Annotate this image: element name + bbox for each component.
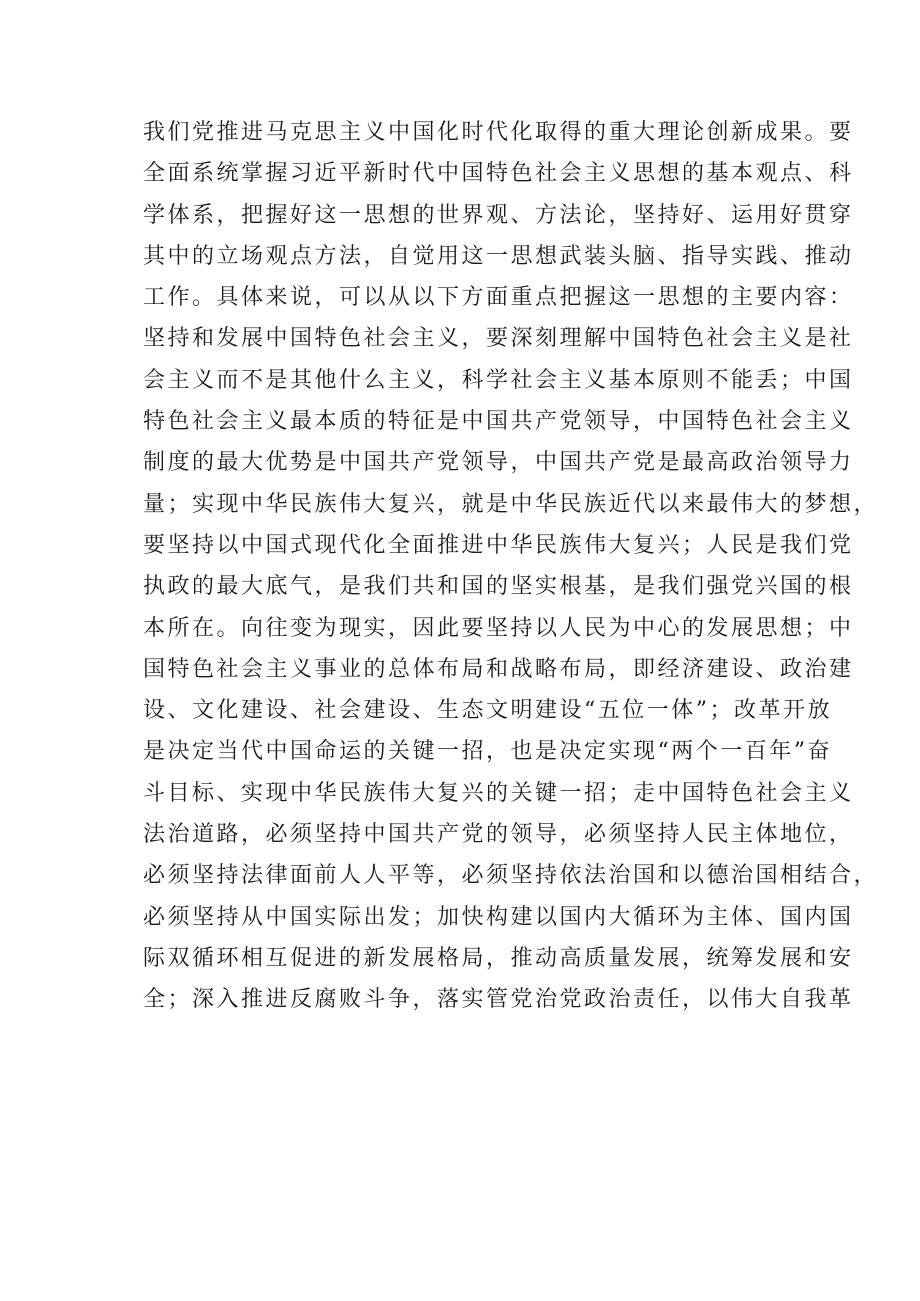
text-line: 全面系统掌握习近平新时代中国特色社会主义思想的基本观点、科 bbox=[143, 161, 854, 187]
text-line: 是决定当代中国命运的关键一招，也是决定实现“两个一百年”奋 bbox=[143, 739, 832, 765]
text-line: 坚持和发展中国特色社会主义，要深刻理解中国特色社会主义是社 bbox=[143, 326, 854, 352]
text-line: 特色社会主义最本质的特征是中国共产党领导，中国特色社会主义 bbox=[143, 409, 854, 435]
text-line: 其中的立场观点方法，自觉用这一思想武装头脑、指导实践、推动 bbox=[143, 243, 854, 269]
text-line: 量；实现中华民族伟大复兴，就是中华民族近代以来最伟大的梦想， bbox=[143, 491, 879, 517]
body-text bbox=[143, 112, 879, 1021]
text-line: 工作。具体来说，可以从以下方面重点把握这一思想的主要内容： bbox=[143, 285, 854, 311]
text-line: 法治道路，必须坚持中国共产党的领导，必须坚持人民主体地位， bbox=[143, 822, 854, 848]
text-line: 执政的最大底气，是我们共和国的坚实根基，是我们强党兴国的根 bbox=[143, 574, 854, 600]
text-line: 斗目标、实现中华民族伟大复兴的关键一招；走中国特色社会主义 bbox=[143, 780, 854, 806]
text-line: 会主义而不是其他什么主义，科学社会主义基本原则不能丢；中国 bbox=[143, 367, 854, 393]
text-line: 必须坚持法律面前人人平等，必须坚持依法治国和以德治国相结合， bbox=[143, 863, 879, 889]
text-line: 全；深入推进反腐败斗争，落实管党治党政治责任，以伟大自我革 bbox=[143, 987, 854, 1013]
text-line: 本所在。向往变为现实，因此要坚持以人民为中心的发展思想；中 bbox=[143, 615, 854, 641]
text-line: 必须坚持从中国实际出发；加快构建以国内大循环为主体、国内国 bbox=[143, 904, 854, 930]
text-line: 学体系，把握好这一思想的世界观、方法论，坚持好、运用好贯穿 bbox=[143, 202, 854, 228]
text-line: 我们党推进马克思主义中国化时代化取得的重大理论创新成果。要 bbox=[143, 120, 854, 145]
text-line: 设、文化建设、社会建设、生态文明建设“五位一体”；改革开放 bbox=[143, 698, 832, 724]
text-line: 要坚持以中国式现代化全面推进中华民族伟大复兴；人民是我们党 bbox=[143, 532, 854, 558]
text-line: 国特色社会主义事业的总体布局和战略布局，即经济建设、政治建 bbox=[143, 656, 854, 682]
text-line: 制度的最大优势是中国共产党领导，中国共产党是最高政治领导力 bbox=[143, 450, 854, 476]
text-line: 际双循环相互促进的新发展格局，推动高质量发展，统筹发展和安 bbox=[143, 945, 854, 971]
